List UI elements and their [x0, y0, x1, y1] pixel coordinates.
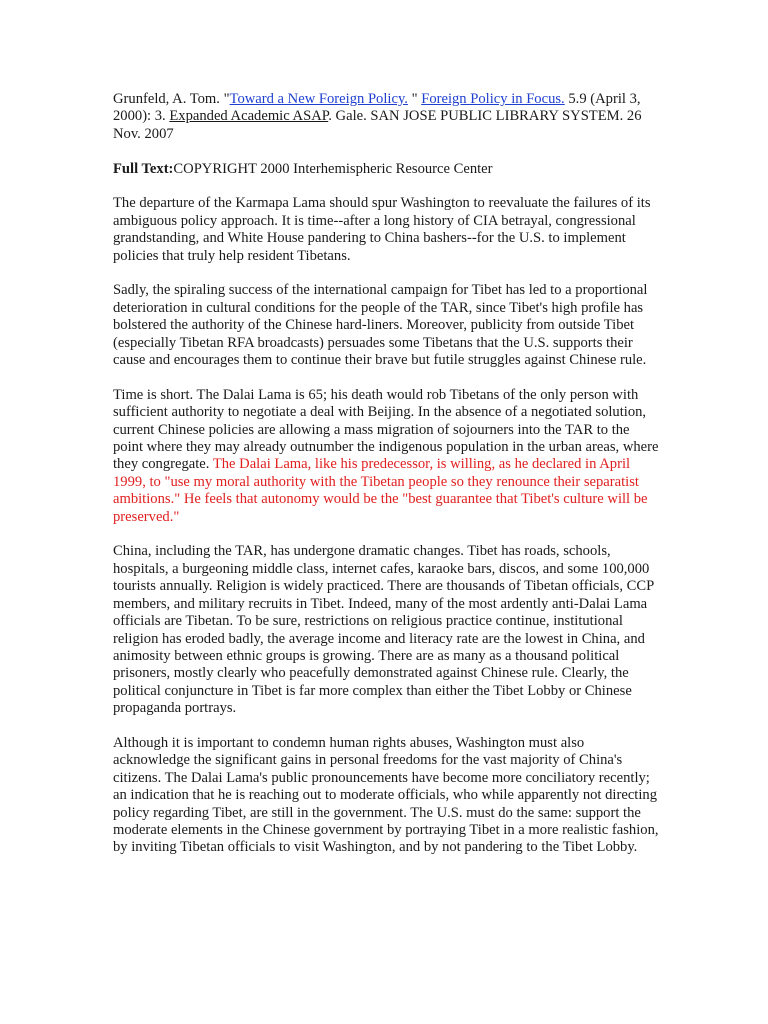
highlighted-quote: The Dalai Lama, like his predecessor, is willing, as he declared in April 1999, to "use my moral authority with the Tibetan people so they renounce their separatist ambitions." He feels that autonomy would be the "best guarantee that Tibet's culture will be preserved.": [113, 456, 648, 525]
citation-mid2: 5.9 (April 3, 2000): 3.: [113, 91, 641, 125]
document-body: [113, 91, 661, 874]
fulltext-label: Full Text:: [113, 160, 174, 177]
citation: [113, 91, 661, 143]
citation-prefix: Grunfeld, A. Tom. ": [113, 91, 230, 107]
paragraph-2: Sadly, the spiraling success of the international campaign for Tibet has led to a proportional deterioration in cultural conditions for the people of the TAR, since Tibet's high profile has bolstered the authority of the Chinese hard-liners. Moreover, publicity from outside Tibet (especially Tibetan RFA broadcasts) persuades some Tibetans that the U.S. supports their cause and encourages them to continue their brave but futile struggles against Chinese rule.: [113, 282, 648, 369]
journal-link[interactable]: Foreign Policy in Focus.: [421, 91, 565, 107]
paragraph-4: China, including the TAR, has undergone dramatic changes. Tibet has roads, schools, hospitals, a burgeoning middle class, internet cafes, karaoke bars, discos, and some 100,000 tourists annually. Religion is widely practiced. There are thousands of Tibetan officials, CCP members, and military recruits in Tibet. Indeed, many of the most ardently anti-Dalai Lama officials are Tibetan. To be sure, restrictions on religious practice continue, institutional religion has eroded badly, the average income and literacy rate are the lowest in China, and animosity between ethnic groups is growing. There are as many as a thousand political prisoners, mostly clearly who peacefully demonstrated against Chinese rule. Clearly, the political conjuncture in Tibet is far more complex than either the Tibet Lobby or Chinese propaganda portrays.: [113, 543, 654, 717]
paragraph-3-text: Time is short. The Dalai Lama is 65; his death would rob Tibetans of the only person with sufficient authority to negotiate a deal with Beijing. In the absence of a negotiated solution, current Chinese policies are allowing a mass migration of sojourners into the TAR to the point where they may already outnumber the indigenous population in the urban areas, where they congregate.: [113, 386, 659, 473]
citation-mid1: ": [407, 91, 422, 107]
article-title-link[interactable]: Toward a New Foreign Policy.: [229, 91, 408, 107]
copyright-text: COPYRIGHT 2000 Interhemispheric Resource Center: [173, 160, 493, 177]
citation-suffix: . Gale. SAN JOSE PUBLIC LIBRARY SYSTEM. 26 Nov. 2007: [113, 108, 642, 142]
fulltext-line: [113, 161, 661, 178]
database-name: Expanded Academic ASAP: [169, 108, 329, 125]
paragraph-5: Although it is important to condemn human rights abuses, Washington must also acknowledge the significant gains in personal freedoms for the vast majority of China's citizens. The Dalai Lama's public pronouncements have become more conciliatory recently; an indication that he is reaching out to moderate officials, who while apparently not directing policy regarding Tibet, are still in the government. The U.S. must do the same: support the moderate elements in the Chinese government by portraying Tibet in a more realistic fashion, by inviting Tibetan officials to visit Washington, and by not pandering to the Tibet Lobby.: [113, 734, 659, 856]
paragraph-1: The departure of the Karmapa Lama should spur Washington to reevaluate the failures of its ambiguous policy approach. It is time--after a long history of CIA betrayal, congressional grandstanding, and White House pandering to China bashers--for the U.S. to implement policies that truly help resident Tibetans.: [113, 195, 651, 264]
paragraph-3: [113, 387, 661, 526]
